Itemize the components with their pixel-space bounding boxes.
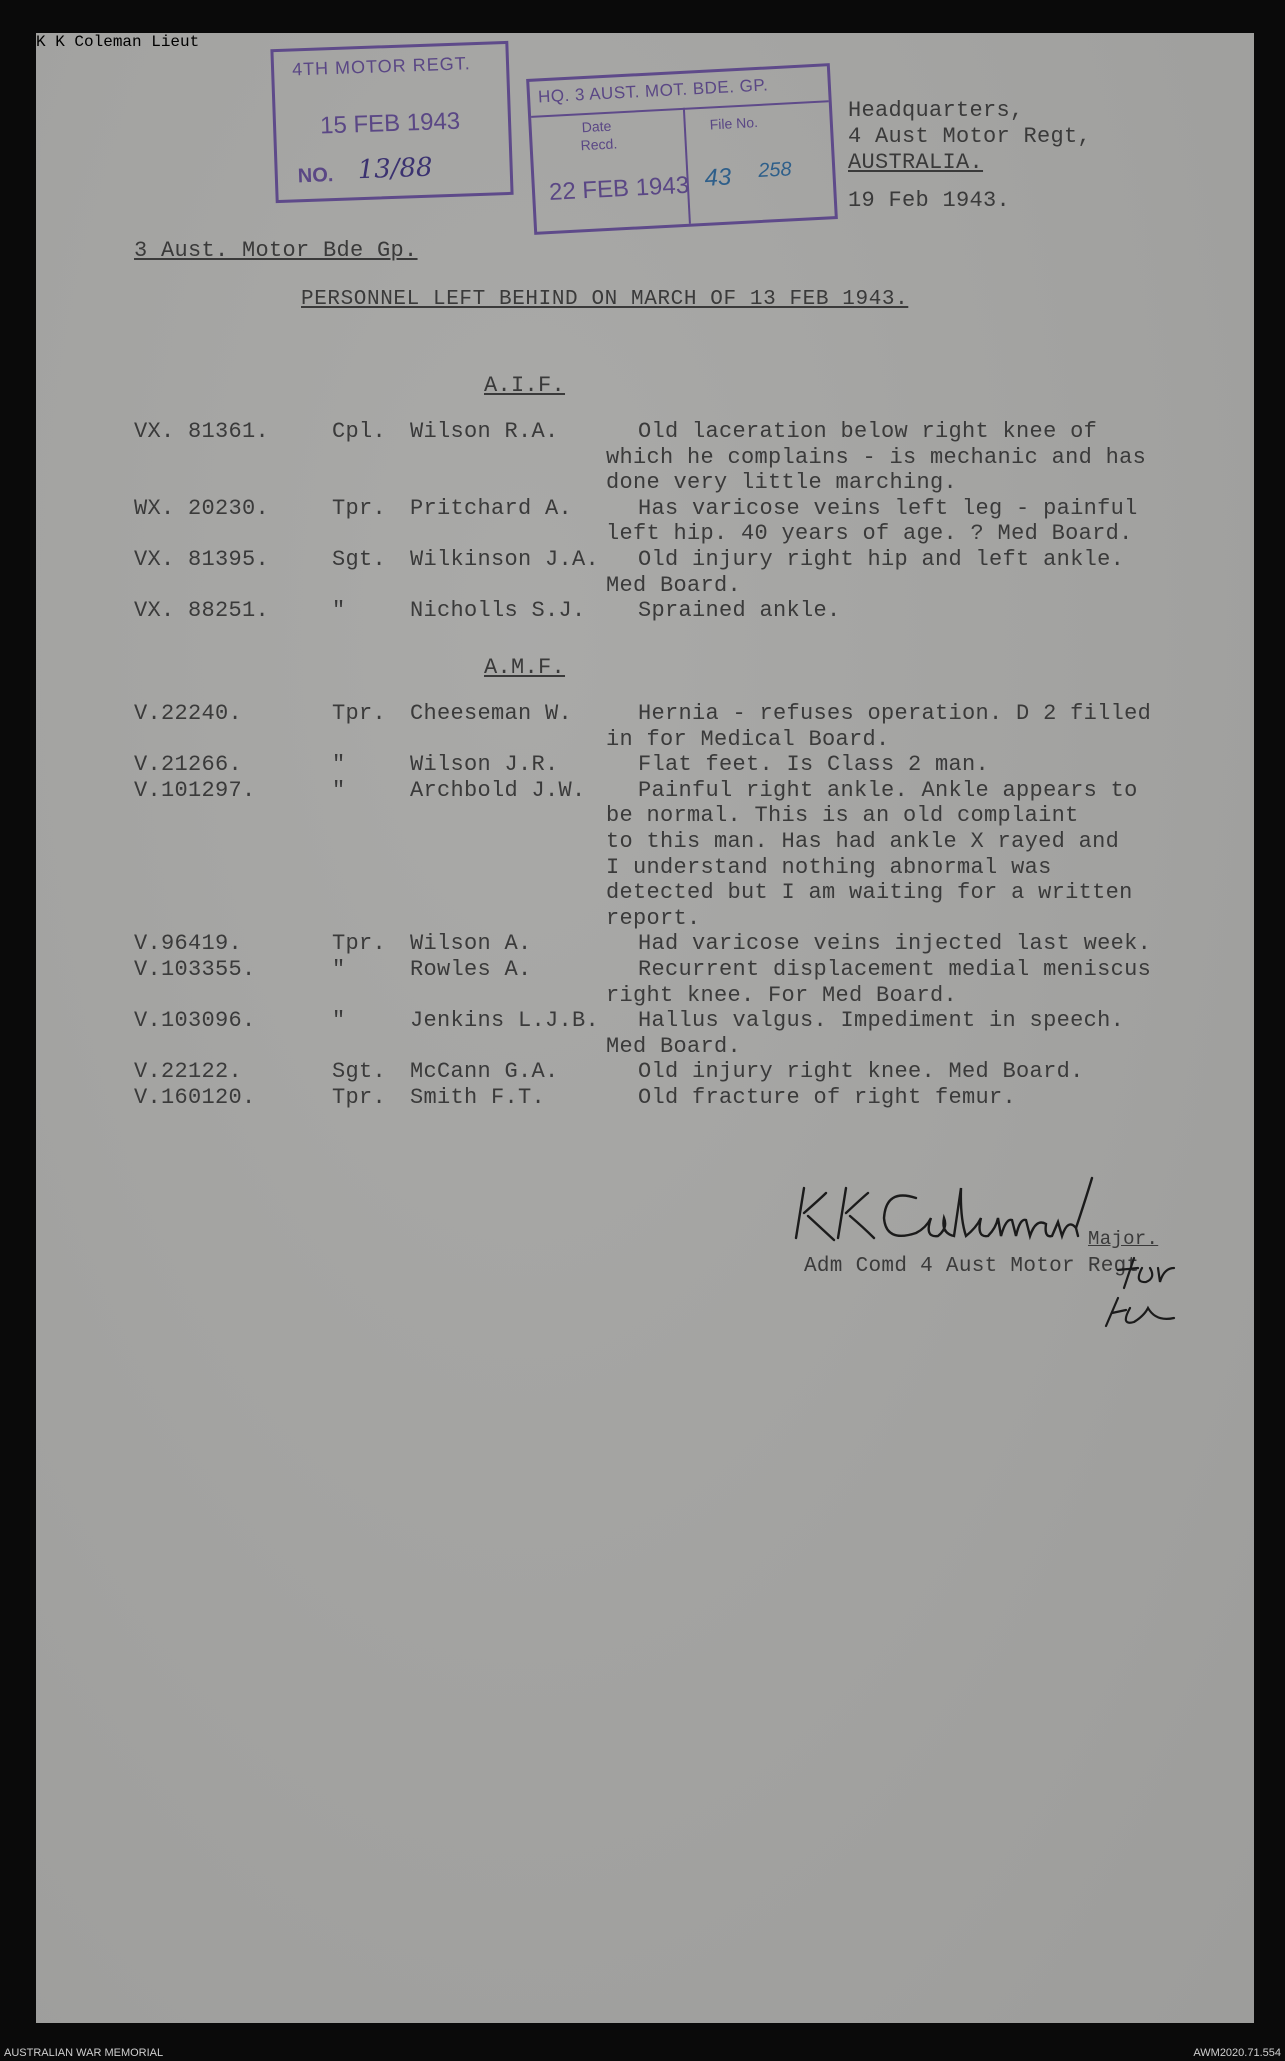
signature-rank: Major. — [1088, 1228, 1159, 1250]
rank: Tpr. — [332, 495, 387, 521]
soldier-name: Wilkinson J.A. — [410, 547, 600, 572]
medical-remark-line: to this man. Has had ankle X rayed and — [606, 829, 1120, 854]
medical-remark-line: Recurrent displacement medial meniscus — [638, 957, 1152, 982]
header-line-3: AUSTRALIA. — [848, 150, 984, 175]
soldier-name: Smith F.T. — [410, 1085, 546, 1110]
header-line-2: 4 Aust Motor Regt, — [848, 124, 1092, 149]
service-number: V.160120. — [134, 1085, 256, 1110]
medical-remark-line: Flat feet. Is Class 2 man. — [638, 752, 990, 778]
stamp-no-label: NO. — [297, 164, 334, 188]
rank: " — [332, 957, 346, 982]
service-number: VX. 81395. — [134, 547, 270, 572]
header-line-1: Headquarters, — [848, 98, 1024, 123]
service-number: V.103096. — [134, 1008, 256, 1034]
handwritten-signature — [776, 1158, 1096, 1268]
addressee: 3 Aust. Motor Bde Gp. — [134, 238, 418, 263]
rank: Cpl. — [332, 419, 387, 444]
medical-remark-line: report. — [606, 905, 701, 931]
stamp2-title: HQ. 3 AUST. MOT. BDE. GP. — [537, 75, 769, 107]
handwritten-for-annotation — [1104, 1238, 1204, 1328]
service-number: VX. 81361. — [134, 419, 270, 444]
section-heading: A.I.F. — [484, 373, 566, 398]
soldier-name: Archbold J.W. — [410, 777, 586, 803]
footer-right: AWM2020.71.554 — [1193, 2047, 1281, 2059]
rank: " — [332, 777, 346, 803]
rank: " — [332, 1008, 346, 1034]
stamp-unit-line: 4TH MOTOR REGT. — [291, 53, 472, 80]
soldier-name: McCann G.A. — [410, 1059, 559, 1085]
medical-remark-line: Had varicose veins injected last week. — [638, 931, 1152, 957]
medical-remark-line: Old fracture of right femur. — [638, 1085, 1017, 1110]
service-number: V.101297. — [134, 777, 256, 803]
document-title: PERSONNEL LEFT BEHIND ON MARCH OF 13 FEB 1943. — [301, 288, 909, 311]
soldier-name: Nicholls S.J. — [410, 598, 586, 624]
stamp-date: 15 FEB 1943 — [319, 107, 461, 140]
medical-remark-line: Hallus valgus. Impediment in speech. — [638, 1008, 1125, 1034]
footer-left: AUSTRALIAN WAR MEMORIAL — [4, 2047, 164, 2059]
service-number: V.96419. — [134, 931, 243, 957]
medical-remark-line: right knee. For Med Board. — [606, 982, 958, 1008]
service-number: V.21266. — [134, 752, 243, 778]
medical-remark-line: Painful right ankle. Ankle appears to — [638, 777, 1138, 803]
medical-remark-line: left hip. 40 years of age. ? Med Board. — [606, 521, 1133, 547]
rank: Sgt. — [332, 1059, 387, 1085]
medical-remark-line: detected but I am waiting for a written — [606, 880, 1133, 906]
service-number: V.22122. — [134, 1059, 243, 1085]
soldier-name: Jenkins L.J.B. — [410, 1008, 600, 1034]
stamp2-date: 22 FEB 1943 — [548, 171, 690, 206]
document-page: 4TH MOTOR REGT. 15 FEB 1943 NO. 13/88 HQ. 3 AUST. MOT. BDE. GP. Date Recd. File No. 22 FEB 1943 43 258 Headquarters, 4 Aust Motor Regt, AUSTRALIA. 19 Feb 1943. 3 Aust. Motor Bde Gp. PERSONNEL LEFT BEHIND ON MARCH OF 13 FEB 1943. A.I.F. VX. 81361. Cpl. Wilson R.A. Old laceration below right knee of which he complains - is mechanic and has done very little marching. WX. 20230. Tpr. Pritchard A. Has varicose veins left leg - painful left hip. 40 years of age. ? Med Board. VX. 81395. Sgt. Wilkinson J.A. Old injury right hip and left ankle. Med Board. VX. 88251. " Nicholls S.J. Sprained ankle. A.M.F. V.22240. Tpr. Cheeseman W. Hernia - refuses operation. D 2 filled in for Medical Board. V.21266. " Wilson J.R. Flat feet. Is Class 2 man. V.101297. " Archbold J.W. Painful right ankle. Ankle appears to be normal. This is an old complaint to this man. Has had ankle X rayed and I understand nothing abnormal was detected but I am waiting for a written report. V.96419. Tpr. Wilson A. Had varicose veins injected last week. V.103355. " Rowles A. Recurrent displacement medial meniscus right knee. For Med Board. V.103096. " Jenkins L.J.B. Hallus valgus. Impediment in speech. Med Board. V.22122. Sgt. McCann G.A. Old injury right knee. Med Board. V.160120. Tpr. Smith F.T. Old fracture of right femur. K K Coleman Lieut Major. Adm Comd 4 Aust Motor Regt — [36, 33, 1254, 2023]
stamp2-file-2: 258 — [757, 158, 793, 183]
received-stamp-hq-3-aust-mot-bde-gp — [526, 63, 838, 235]
soldier-name: Cheeseman W. — [410, 701, 573, 726]
rank: Sgt. — [332, 547, 387, 572]
service-number: V.103355. — [134, 957, 256, 982]
header-date: 19 Feb 1943. — [848, 188, 1011, 213]
stamp2-date-label-2: Recd. — [580, 135, 618, 154]
rank: " — [332, 598, 346, 624]
service-number: V.22240. — [134, 701, 243, 726]
signature-title: Adm Comd 4 Aust Motor Regt — [804, 1255, 1140, 1278]
rank: Tpr. — [332, 931, 387, 957]
medical-remark-line: I understand nothing abnormal was — [606, 854, 1052, 880]
stamp2-divider — [683, 108, 691, 224]
medical-remark-line: Med Board. — [606, 572, 742, 598]
medical-remark-line: Sprained ankle. — [638, 598, 841, 624]
medical-remark-line: in for Medical Board. — [606, 726, 890, 752]
medical-remark-line: Old injury right knee. Med Board. — [638, 1059, 1084, 1085]
medical-remark-line: which he complains - is mechanic and has — [606, 444, 1147, 470]
medical-remark-line: Med Board. — [606, 1033, 742, 1059]
section-heading: A.M.F. — [484, 655, 566, 680]
rank: " — [332, 752, 346, 778]
stamp2-date-label-1: Date — [581, 117, 612, 136]
medical-remark-line: be normal. This is an old complaint — [606, 803, 1079, 829]
soldier-name: Rowles A. — [410, 957, 532, 982]
soldier-name: Wilson A. — [410, 931, 532, 957]
rank: Tpr. — [332, 701, 387, 726]
stamp2-file-1: 43 — [703, 163, 732, 192]
medical-remark-line: done very little marching. — [606, 470, 958, 496]
received-stamp-4th-motor-regt — [270, 41, 513, 203]
stamp-no-value: 13/88 — [357, 152, 434, 186]
rank: Tpr. — [332, 1085, 387, 1110]
service-number: VX. 88251. — [134, 598, 270, 624]
service-number: WX. 20230. — [134, 495, 270, 521]
soldier-name: Wilson J.R. — [410, 752, 559, 778]
medical-remark-line: Hernia - refuses operation. D 2 filled — [638, 701, 1152, 726]
medical-remark-line: Has varicose veins left leg - painful — [638, 495, 1138, 521]
stamp2-file-label: File No. — [709, 114, 759, 133]
medical-remark-line: Old laceration below right knee of — [638, 419, 1098, 444]
medical-remark-line: Old injury right hip and left ankle. — [638, 547, 1125, 572]
soldier-name: Wilson R.A. — [410, 419, 559, 444]
soldier-name: Pritchard A. — [410, 495, 573, 521]
